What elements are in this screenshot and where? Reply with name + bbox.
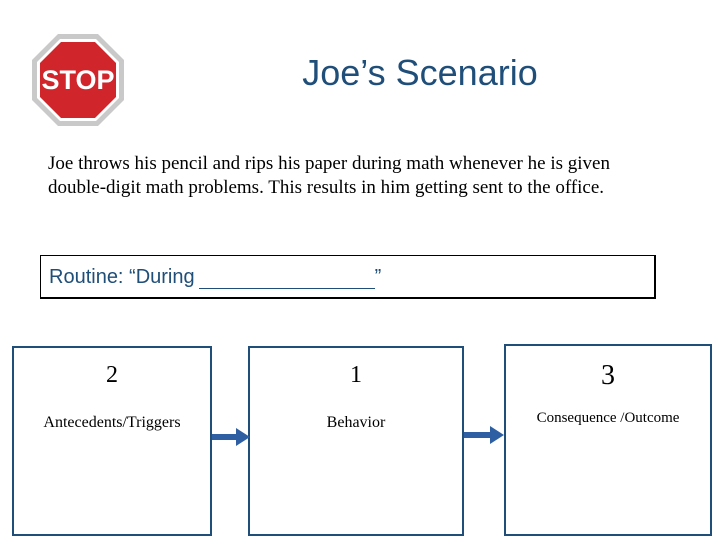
antecedents-box <box>12 346 212 536</box>
page-title: Joe’s Scenario <box>302 52 538 93</box>
scenario-text: Joe throws his pencil and rips his paper during math whenever he is given double-digit math problems. This results in him getting sent to the office. <box>48 153 610 198</box>
arrow-right-icon <box>212 428 250 446</box>
stop-sign-text: STOP <box>41 65 115 95</box>
box-label: Consequence /Outcome <box>536 410 680 426</box>
routine-blank <box>199 270 375 289</box>
box-label: Behavior <box>326 414 386 431</box>
routine-box <box>40 255 656 299</box>
routine-closing-quote: ” <box>374 266 382 288</box>
arrow-right-icon <box>464 426 504 444</box>
behavior-box <box>248 346 464 536</box>
consequence-box <box>504 344 712 536</box>
box-number: 1 <box>350 362 362 388</box>
stop-sign-icon <box>30 32 126 128</box>
box-label: Antecedents/Triggers <box>43 414 181 431</box>
box-number: 2 <box>106 362 118 388</box>
box-number: 3 <box>601 360 615 391</box>
routine-line <box>49 266 381 289</box>
routine-label: Routine: “During <box>49 266 195 288</box>
